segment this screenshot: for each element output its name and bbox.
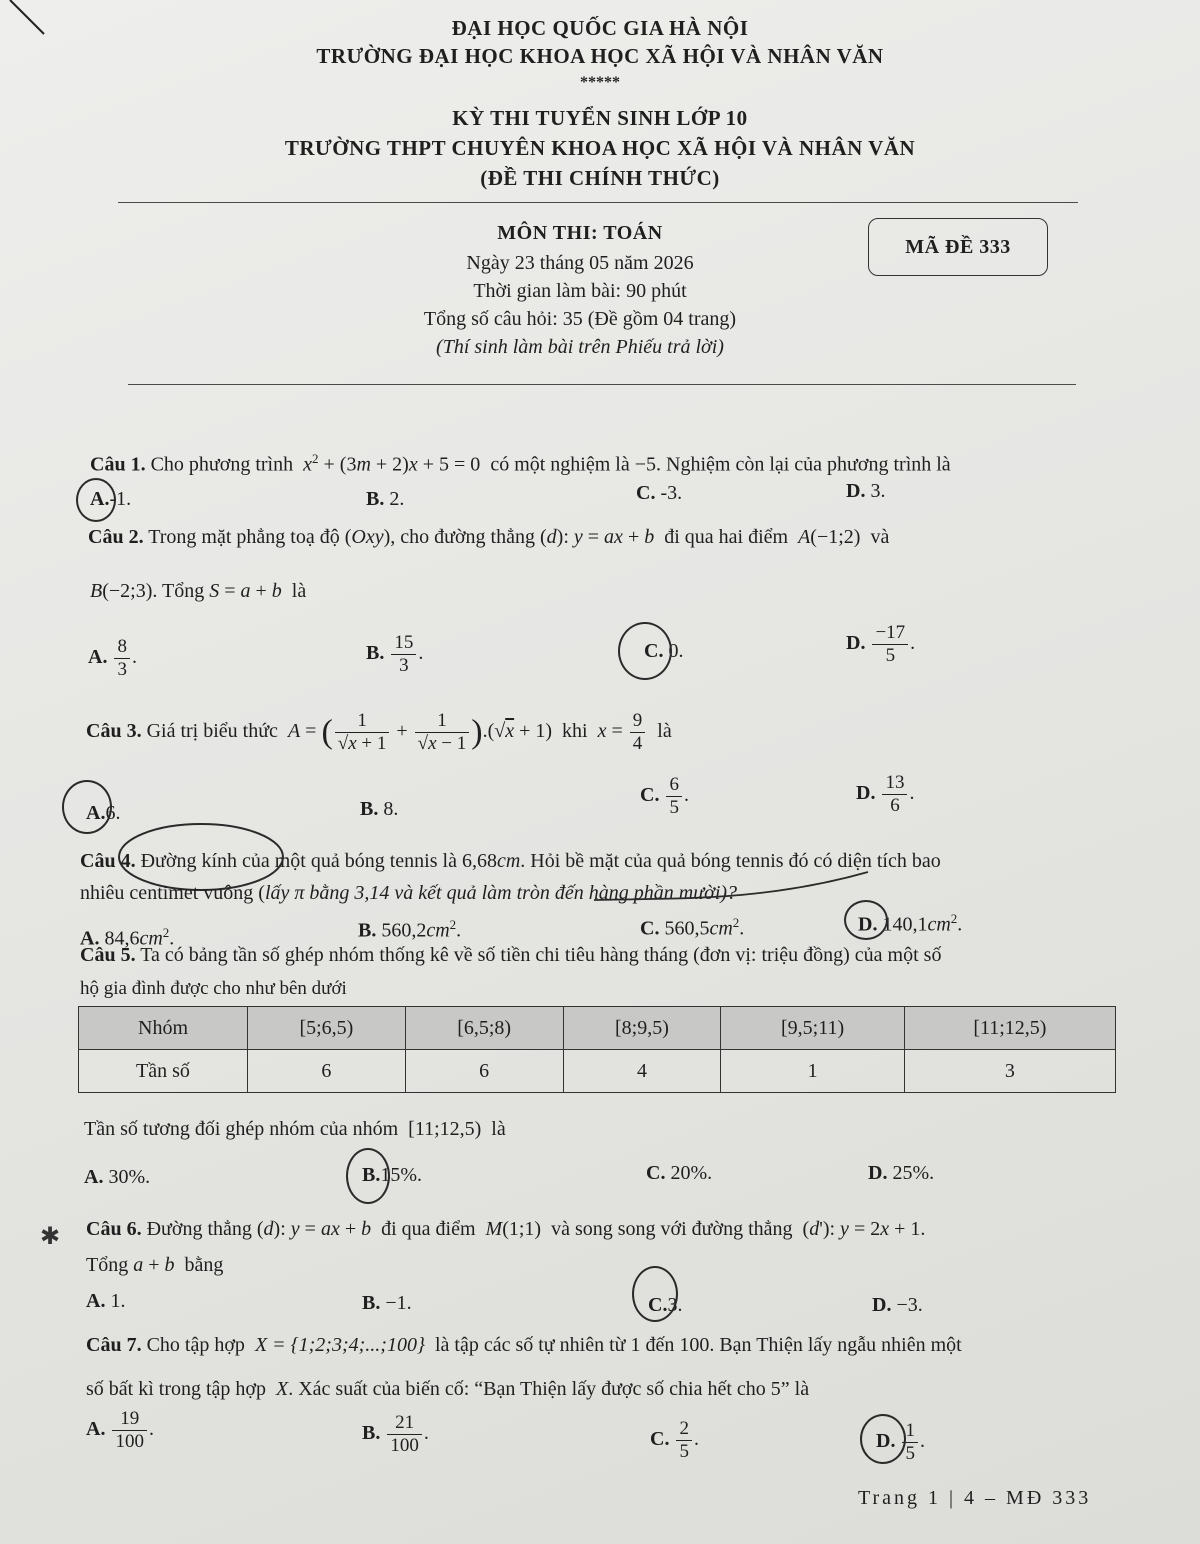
q3-option-d: D. $\frac{13}{6}$ .: [856, 772, 915, 816]
q2-option-b: B. $\frac{15}{3}$ .: [366, 632, 424, 676]
exam-duration: Thời gian làm bài: 90 phút: [473, 280, 687, 302]
frequency-table: [78, 1006, 1116, 1093]
answer-circle: [346, 1148, 390, 1204]
table-cell: 1: [721, 1050, 904, 1093]
table-cell: 3: [904, 1050, 1115, 1093]
question-1: Câu 1. Cho phương trình $x^2 + (3m + 2)x + 5 = 0$ có một nghiệm là −5. Nghiệm còn lại của phương trình là: [90, 451, 951, 476]
table-cell: [11;12,5): [904, 1007, 1115, 1050]
official-label: (ĐỀ THI CHÍNH THỨC): [480, 166, 720, 190]
school-name: TRƯỜNG ĐẠI HỌC KHOA HỌC XÃ HỘI VÀ NHÂN VĂN: [316, 44, 884, 68]
answer-circle: [860, 1414, 906, 1464]
answer-circle: [844, 900, 888, 940]
underline-mark: [592, 868, 872, 908]
question-5: Câu 5. Ta có bảng tần số ghép nhóm thống kê về số tiền chi tiêu hàng tháng (đơn vị: triệu đồng) của một số: [80, 944, 942, 966]
answer-circle: [62, 780, 112, 834]
high-school-name: TRƯỜNG THPT CHUYÊN KHOA HỌC XÃ HỘI VÀ NHÂN VĂN: [284, 136, 916, 160]
q3-option-b: B. 8.: [360, 798, 399, 820]
question-7-line2: số bất kì trong tập hợp X. Xác suất của biến cố: “Bạn Thiện lấy được số chia hết cho 5” là: [86, 1378, 810, 1400]
exam-date: Ngày 23 tháng 05 năm 2026: [466, 252, 694, 274]
q3-option-a: A.6.: [86, 802, 121, 824]
question-2: Câu 2. Trong mặt phẳng toạ độ (Oxy), cho đường thẳng (d): y = ax + b đi qua hai điểm A(−1;2) và: [88, 526, 890, 548]
q4-option-c: C. $560,5cm^2$.: [640, 915, 745, 940]
university-name: ĐẠI HỌC QUỐC GIA HÀ NỘI: [451, 16, 749, 40]
q2-option-d: D. $\frac{-17}{5}$ .: [846, 622, 916, 666]
question-4: Câu 4. Đường kính của một quả bóng tennis là 6,68cm. Hỏi bề mặt của quả bóng tennis đó có diện tích bao: [80, 850, 941, 872]
question-7: Câu 7. Cho tập hợp X = {1;2;3;4;...;100} là tập các số tự nhiên từ 1 đến 100. Bạn Thiện lấy ngẫu nhiên một: [86, 1334, 962, 1356]
q2-option-c: C. 0.: [644, 640, 684, 662]
answer-circle: [76, 478, 116, 522]
q1-option-b: B. 2.: [366, 488, 405, 510]
q5-option-c: C. 20%.: [646, 1162, 713, 1184]
table-cell: 6: [248, 1050, 406, 1093]
q7-option-d: D. $\frac{1}{5}$ .: [876, 1420, 925, 1464]
q6-option-c: C.3.: [648, 1294, 683, 1316]
exam-name: KỲ THI TUYỂN SINH LỚP 10: [452, 106, 748, 130]
answer-circle: [632, 1266, 678, 1322]
exam-note: (Thí sinh làm bài trên Phiếu trả lời): [436, 336, 724, 358]
question-3: Câu 3. Giá trị biểu thức A = ( $\frac{1}{√x + 1}$ + $\frac{1}{√x - 1}$ ).(√x + 1) khi x = $\frac{9}{4}$ là: [86, 710, 672, 754]
stars-divider: *****: [580, 74, 620, 91]
q4-option-b: B. $560,2cm^2$.: [358, 917, 462, 942]
question-4-line2: nhiêu centimet vuông (lấy π bằng 3,14 và kết quả làm tròn đến hàng phần mười)?: [80, 882, 738, 904]
q6-option-a: A. 1.: [86, 1290, 126, 1312]
q4-option-d: D. $140,1cm^2$.: [858, 911, 963, 936]
q6-option-d: D. −3.: [872, 1294, 923, 1316]
table-cell: [8;9,5): [563, 1007, 721, 1050]
question-5-line2: hộ gia đình được cho như bên dưới: [80, 978, 347, 999]
q3-option-c: C. $\frac{6}{5}$ .: [640, 774, 689, 818]
table-cell: [9,5;11): [721, 1007, 904, 1050]
q7-option-b: B. $\frac{21}{100}$ .: [362, 1412, 429, 1456]
q5-option-a: A. 30%.: [84, 1166, 151, 1188]
table-cell: Nhóm: [79, 1007, 248, 1050]
question-6: Câu 6. Đường thẳng (d): y = ax + b đi qua điểm M(1;1) và song song với đường thẳng (d'): y = 2x + 1.: [86, 1218, 926, 1240]
question-total: Tổng số câu hỏi: 35 (Đề gồm 04 trang): [423, 308, 737, 330]
table-cell: 6: [405, 1050, 563, 1093]
star-mark: ✱: [40, 1224, 61, 1250]
table-cell: Tần số: [79, 1050, 248, 1093]
q2-option-a: A. $\frac{8}{3}$ .: [88, 636, 137, 680]
q4-option-a: A. $84,6cm^2$.: [80, 925, 175, 950]
info-rule: [128, 384, 1076, 385]
q1-option-d: D. 3.: [846, 480, 886, 502]
question-6-line2: Tổng a + b bằng: [86, 1254, 224, 1276]
table-cell: [5;6,5): [248, 1007, 406, 1050]
exam-code-box: MÃ ĐỀ 333: [868, 218, 1048, 276]
question-5-ask: Tần số tương đối ghép nhóm của nhóm [11;12,5) là: [84, 1118, 506, 1140]
question-2-line2: B(−2;3). Tổng S = a + b là: [90, 580, 307, 602]
q5-option-d: D. 25%.: [868, 1162, 935, 1184]
q7-option-c: C. $\frac{2}{5}$ .: [650, 1418, 699, 1462]
q6-option-b: B. −1.: [362, 1292, 412, 1314]
table-cell: [6,5;8): [405, 1007, 563, 1050]
page-footer: Trang 1 | 4 – MĐ 333: [858, 1487, 1092, 1509]
header-rule: [118, 202, 1078, 203]
q1-option-c: C. -3.: [636, 482, 683, 504]
q7-option-a: A. $\frac{19}{100}$ .: [86, 1408, 154, 1452]
subject: MÔN THI: TOÁN: [497, 222, 663, 244]
answer-circle: [618, 622, 672, 680]
q5-option-b: B.15%.: [362, 1164, 423, 1186]
table-cell: 4: [563, 1050, 721, 1093]
q1-option-a: A.-1.: [90, 488, 132, 510]
